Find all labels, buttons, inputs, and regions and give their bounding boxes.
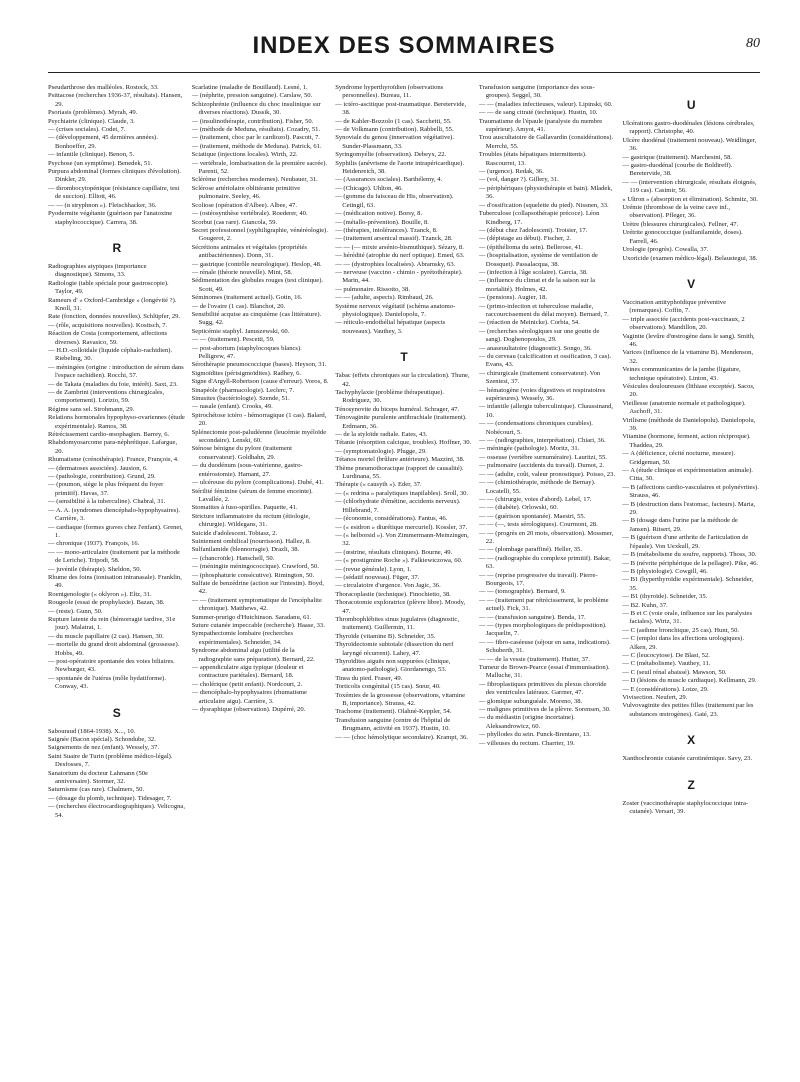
index-entry: Signe d'Argyll-Robertson (cause d'erreur). Voros, 8.	[191, 378, 329, 386]
index-entry: — (réaction de Meinicke). Corbia, 54.	[478, 319, 580, 327]
index-entry: Roentgenologie (« oklyron »). Eltz, 31.	[48, 590, 152, 598]
index-entry: — (vol, danger ?). Gillery, 31.	[478, 176, 559, 184]
index-entry: Virilisme (méthode de Danielopolu). Danielopolu, 39.	[622, 416, 756, 432]
index-entry: Syringomyélie (observation). Debeyx, 22.	[335, 151, 447, 159]
index-entry: Transfusion sanguine (importance des sous-groupes). Seggel, 30.	[478, 84, 595, 100]
index-entry: Relations hormonales hypophyso-ovariennes (étude expérimentale). Ramos, 38.	[48, 414, 185, 430]
index-entry: — (gomme du faisceau de His, observation). Cetingil, 63.	[335, 193, 454, 209]
index-entry: — post-abortum (staphylocoques blancs). Pelligrew, 47.	[191, 344, 302, 360]
index-entry: — — mono-articulaire (traitement par la méthode de Leriche). Tripodi, 58.	[48, 548, 180, 565]
index-entry: Trou auscultatoire de Gallavardin (considérations). Merrchi, 55.	[478, 134, 614, 150]
index-entry: Zoster (vaccinothérapie staphylococcique intra-cutanée). Versari, 39.	[622, 799, 749, 816]
index-entry: Sclérose artériolaire oblitérante primitive pulmonaire. Seeley, 46.	[191, 184, 301, 201]
index-entry: — C (métabolisme). Vauthey, 11.	[622, 660, 711, 668]
index-entry: Uxoricide (examen médico-légal). Belaustegui, 38.	[622, 254, 758, 262]
index-entry: Transfusion sanguine (centre de l'hôpital de Brugmann, activité en 1937). Hustin, 10.	[335, 716, 451, 733]
index-entry: Pseudarthrose des malléoles. Rostock, 33.	[48, 84, 159, 91]
index-entry: — B1 (thyroïde). Schneider, 35.	[622, 593, 708, 601]
index-entry: — — (radiographie du complexe primitif). Bakar, 63.	[478, 554, 611, 571]
index-entry: — gastrique (traitement). Marchesini, 58.	[622, 153, 733, 161]
index-column	[48, 84, 186, 1064]
index-entry: Suicide d'adolescent. Tobiasz, 2.	[191, 529, 278, 537]
index-entry: Tinea du pied. Fraser, 49.	[335, 674, 403, 682]
index-entry: Rhabdomyosarcome para-néphrétique. Lafargue, 20.	[48, 439, 178, 455]
index-entry: — — (guérison spontanée). Maestri, 55.	[478, 512, 586, 520]
index-entry: — A (étude clinique et expérimentation animale). Citta, 30.	[622, 467, 753, 483]
index-entry: Pyodermite végétante (guérison par l'anatoxine staphylococcique). Carrera, 38.	[48, 210, 173, 226]
index-entry: Saint Suaire de Turin (problème médico-légal). Desfosses, 7.	[48, 752, 173, 769]
index-entry: — B (guérison d'une arthrite de l'articulation de l'épaule). Von Uexkull, 29.	[622, 534, 749, 550]
index-entry: Syndrome hyperthyroïdien (observations personnelles). Bureau, 11.	[335, 84, 444, 100]
index-entry: Xanthochromie cutanée carotinémique. Savy, 23.	[622, 755, 753, 763]
index-entry: — ictéro-ascitique post-traumatique. Beretervide, 38.	[335, 100, 467, 117]
index-entry: Urètre (blessures chirurgicales). Fellner, 47.	[622, 220, 739, 228]
index-entry: — (métallo-prévention). Bouille, 8.	[335, 218, 429, 226]
index-entry: — C (emploi dans les affections urologiques). Alken, 29.	[622, 635, 745, 651]
index-entry: — B (affections cardio-vasculaires et polynévrites). Strauss, 46.	[622, 483, 759, 500]
index-entry: — gastro-duodénal (courbe de Boldireff). Beretervide, 38.	[622, 162, 733, 178]
index-entry: Réaction de Costa (comportement, affections diverses). Ravasico, 59.	[48, 330, 168, 346]
index-entry: — (poumon, siège le plus fréquent du foyer primitif). Havas, 37.	[48, 481, 164, 497]
index-column	[622, 84, 760, 1064]
index-entry: — — (tomographie). Bernard, 9.	[478, 588, 566, 596]
index-entry: Rhumatisme (crénothérapie). France, François, 4.	[48, 456, 179, 464]
index-entry: — gastrique (contrôle neurologique). Heslop, 48.	[191, 260, 322, 268]
index-entry: — — (adulte, aspects). Rimbaud, 26.	[335, 294, 434, 302]
index-entry: — (recherches sérologiques sur une goutte de sang). Doghenopoulos, 29.	[478, 327, 600, 344]
index-entry: — (crises sociales). Codet, 7.	[48, 126, 126, 134]
index-entry: Vaccination antityphoïdique préventive (remarques). Coffin, 7.	[622, 298, 727, 315]
index-entry: — (phosphaturie consécutive). Rimington, 50.	[191, 571, 315, 579]
index-entry: — — (reprise progressive du travail). Pierre-Bourgeois, 17.	[478, 571, 598, 587]
index-entry: Sensibilité acquise au cinquième (cas littérature). Sugg, 42.	[191, 310, 322, 327]
index-entry: — vertébrale, lombarisation de la première sacrée). Parenti, 52.	[191, 159, 328, 176]
index-entry: — méningée (pathologie). Moritz, 31.	[478, 445, 580, 453]
index-entry: — (chancroïde). Hanschell, 50.	[191, 554, 275, 562]
section-letter: X	[687, 733, 696, 748]
section-letter: R	[112, 240, 122, 255]
index-entry: Traumatisme de l'épaule (paralysie du membre supérieur). Amyot, 41.	[478, 117, 603, 134]
index-entry: Ulcère duodénal (traitement nouveau). Weidlinger, 36.	[622, 136, 757, 153]
index-entry: Splénectomie post-paludéenne (leucémie myéloïde secondaire). Lenski, 60.	[191, 428, 327, 445]
index-entry: — (revue générale). Lyon, 1.	[335, 565, 412, 573]
index-entry: « Ultron » (absorption et élimination). Schmitz, 30.	[622, 195, 758, 203]
index-entry: Urologie (progrès). Cowalla, 37.	[622, 246, 709, 254]
index-entry: — (économie, considérations). Fantus, 46.	[335, 515, 448, 523]
index-entry: — de Zambrini (interventions chirurgicales, comportement). Lorizio, 59.	[48, 389, 165, 405]
index-entry: Ulcérations gastro-duodénales (lésions cérébrales, rapport). Christophe, 40.	[622, 120, 755, 136]
index-entry: — de Takata (maladies du foie, intérêt). Saxt, 23.	[48, 380, 178, 388]
index-entry: Sinusites (bactériologie). Szende, 51.	[191, 395, 290, 403]
index-entry: Tétanos mortel (brûlure antérieure). Mazzini, 38.	[335, 456, 465, 464]
index-entry: — (pensions). Augier, 18.	[478, 294, 548, 302]
index-entry: — (symptomatologie). Plugge, 29.	[335, 447, 427, 455]
index-entry: — cardiaque (formes graves chez l'enfant). Grenet, 1.	[48, 523, 183, 539]
index-entry: Toxémies de la grossesse (observations, vitamine B, importance). Strauss, 42.	[335, 691, 466, 708]
index-entry: — — (radiographies, interprétation). Chiari, 36.	[478, 437, 606, 445]
index-entry: Rameurs d' « Oxford-Cambridge » (longévité ?). Knoll, 31.	[48, 296, 177, 312]
index-entry: Sclérème (recherches modernes). Neubauer, 31.	[191, 176, 318, 184]
index-entry: Varices (influence de la vitamine B). Mendenson, 32.	[622, 349, 754, 365]
index-entry: — C (seuil rénal abaissé). Mawson, 50.	[622, 668, 727, 676]
index-entry: Saturnisme (cas rare). Chalmers, 50.	[48, 786, 145, 794]
index-entry: — chronique (1937). François, 16.	[48, 540, 140, 548]
index-entry: — (hospitalisation, système de ventilation de Dossquet). Passalacqua, 38.	[478, 252, 598, 268]
index-entry: Saignée (Bacon spécial). Schondube, 32.	[48, 736, 156, 744]
index-entry: Radiographies atypiques (importance diagnostique). Simons, 33.	[48, 262, 147, 279]
index-entry: Scarlatine (maladie de Bouillaud). Lesné, 1.	[191, 84, 308, 91]
index-entry: — A. A. (syndromes diencéphalo-hypophysaires). Carrière, 3.	[48, 506, 181, 523]
index-entry: — — (chimiothérapie, méthode de Bernay). Locatelli, 55.	[478, 479, 596, 495]
index-entry: Thyroïdites aiguës non suppurées (clinique, anatomo-pathologie). Giordanengo, 53.	[335, 658, 451, 674]
index-entry: — (« prostigmine Roche »). Falkiewiczowa, 60.	[335, 557, 463, 565]
index-entry: Vaginite (levûre d'œstrogène dans le sang). Smith, 46.	[622, 332, 755, 348]
index-entry: Urémie (thrombose de la veine cave inf., observation). Pfleger, 36.	[622, 204, 731, 220]
index-entry: Vitamine (hormone, ferment, action réciproque). Thaddea, 29.	[622, 433, 751, 449]
index-entry: — (développement, 45 dernières années). Bonhoeffer, 29.	[48, 134, 158, 150]
index-entry: — de l'ovaire (1 cas). Blanchot, 20.	[191, 302, 286, 310]
index-entry: — post-opératoire spontanée des voies biliaires. Newburger, 43.	[48, 658, 175, 674]
index-entry: — B (métabolisme du soufre, rapports). Thoss, 30.	[622, 551, 757, 559]
index-entry: — (rôle, acquisitions nouvelles). Kositsch, 7.	[48, 321, 168, 329]
index-entry: — du médiastin (origine incertaine). Aleksandrowicz, 60.	[478, 714, 575, 730]
index-column	[335, 84, 473, 1064]
index-entry: — phyllodes du sein. Funck-Brentano, 13.	[478, 731, 591, 739]
index-entry: Urétrite gonococcique (sulfanilamide, doses). Farrell, 46.	[622, 229, 743, 245]
index-entry: — D (lésions du muscle cardiaque). Kellmann, 29.	[622, 677, 757, 685]
index-entry: — du muscle papillaire (2 cas). Hansen, 30.	[48, 632, 164, 640]
index-entry: Tétanie (résorption calcique, troubles). Hoffner, 30.	[335, 439, 472, 447]
index-entry: — — de la vessie (traitement). Hutter, 37.	[478, 655, 590, 663]
index-entry: — — (maladies infectieuses, valeur). Lipinski, 60.	[478, 100, 613, 108]
index-entry: Rate (fonction, données nouvelles). Schlüpfer, 29.	[48, 313, 181, 321]
index-entry: — B et C (voie orale, influence sur les paralysies faciales). Wirtz, 31.	[622, 609, 753, 626]
section-letter: U	[686, 98, 696, 112]
section-letter: S	[112, 705, 121, 720]
index-entry: — glomique subunguéale. Moreno, 38.	[478, 697, 583, 705]
index-entry: — (traitement, choc par le cardiozol). Pascott, 7.	[191, 134, 320, 142]
index-entry: Syphilis (anévrisme de l'aorte intrapéricardique). Heidenreich, 38.	[335, 159, 464, 176]
index-entry: — nasale (enfant). Crooks, 49.	[191, 403, 273, 411]
index-entry: Synoviale du genou (innervation végétative). Sunder-Plassmann, 33.	[335, 134, 455, 150]
index-entry: Séminomes (traitement actuel). Gotin, 16.	[191, 294, 303, 302]
index-entry: — — (chirurgie, voies d'abord). Lebel, 17.	[478, 495, 592, 503]
index-entry: Vivisection. Neufert, 29.	[622, 694, 688, 701]
page-header	[48, 28, 760, 73]
index-entry: Thrombophlébites sinus jugulaires (diagnostic, traitement). Guillermin, 11.	[335, 615, 459, 632]
index-entry: Rhume des foins (ionisation intranasale). Franklin, 49.	[48, 573, 182, 590]
index-entry: — infantile (clinique). Benon, 5.	[48, 151, 135, 159]
index-entry: — (sensibilité à la tuberculine). Chabral, 31.	[48, 498, 166, 506]
index-entry: — (médication notive). Borsy, 8.	[335, 210, 423, 218]
index-entry: — triple associée (accidents post-vaccinaux, 2 observations). Mandillon, 20.	[622, 315, 745, 332]
index-entry: — (urgence). Redak, 36.	[478, 168, 544, 176]
index-entry: Sérothérapie pneumococcique (bases). Heyson, 31.	[191, 361, 327, 369]
index-entry: — C (leucocytose). De Blasi, 52.	[622, 651, 710, 659]
index-entry: — périphériques (physiothérapie et bain). Mladek, 36.	[478, 184, 613, 201]
index-entry: — de Kahler-Bozzolo (1 cas). Sacchetti, 55.	[335, 117, 452, 125]
index-entry: — B (névrite périphérique de la pellagre). Pike, 46.	[622, 559, 759, 567]
index-entry: Sulfate de benzédrine (action sur l'intestin). Boyd, 42.	[191, 579, 324, 596]
index-entry: — B1 (hyperthyroïdie expérimentale). Schneider, 35.	[622, 576, 754, 592]
index-entry: — malignes primitives de la plèvre. Sorensen, 30.	[478, 706, 611, 714]
index-entry: Thyroïde (vitamine B). Schneider, 35.	[335, 632, 436, 640]
index-entry: — de la styloïde radiale. Eates, 43.	[335, 431, 428, 439]
index-columns	[48, 84, 760, 1064]
index-entry: — — (progrès en 20 mois, observation). Mossmer, 22.	[478, 529, 614, 545]
index-entry: — d'ossification (squelette du pied). Nissnen, 33.	[478, 201, 609, 209]
index-entry: Ténosynovite du biceps huméral. Schrager, 47.	[335, 405, 460, 413]
index-entry: Stricture inflammatoire du rectum (étiologie, chirurgie). Wildegans, 31.	[191, 512, 311, 529]
index-entry: — (« redrina » paralytiques inapilables). Sroll, 30.	[335, 489, 469, 497]
index-entry: Thème pneumothoracique (rapport de causalité). Lurdinana, 55.	[335, 464, 464, 481]
index-entry: — (insulinothérapie, contribution). Fisher, 50.	[191, 117, 314, 125]
index-entry: — (ostéosynthèse vertébrale). Roederer, 40.	[191, 210, 308, 218]
index-entry: Summer-prurigo d'Hutchinson. Saradanu, 61.	[191, 613, 312, 621]
index-entry: — infantile (allergie tuberculinique). Chaussinand, 10.	[478, 403, 614, 419]
index-entry: Scoliose (opération d'Albee). Albee, 47.	[191, 201, 297, 209]
index-entry: Sabouraud (1864-1938). X..., 10.	[48, 727, 136, 735]
index-entry: Thyroïdectomie subtotale (dissection du nerf laryngé récurrent). Lahey, 47.	[335, 641, 454, 657]
index-entry: Tachyphylaxie (problème thérapeutique). Rodriguez, 30.	[335, 389, 445, 405]
index-entry: — B (physiologie). Cowgill, 46.	[622, 567, 708, 575]
index-entry: — — (diabète). Orlowski, 60.	[478, 504, 559, 512]
page-title: INDEX DES SOMMAIRES	[252, 32, 556, 59]
index-entry: — — (types morphologiques de prédisposition). Jacquelin, 7.	[478, 622, 607, 638]
index-entry: — — (traitement symptomatique de l'encéphalite chronique). Matthews, 42.	[191, 596, 322, 613]
index-entry: — diencéphalo-hypophysaires (rhumatisme articulaire aigu). Carrière, 3.	[191, 689, 307, 705]
index-entry: — (thérapies, intolérances). Tzanck, 8.	[335, 226, 438, 234]
index-entry: Rétrécissement cardio-œsophagien. Barrey, 6.	[48, 431, 170, 439]
index-entry: — spontanée de l'utérus (môle hydatiforme). Conway, 43.	[48, 674, 167, 691]
index-entry: Spirochétose ictéro - hémorragique (1 cas). Balard, 20.	[191, 411, 327, 428]
index-entry: — (Chicago). Uhlton, 46.	[335, 184, 403, 192]
index-entry: — — (traitement). Pescetti, 59.	[191, 336, 275, 344]
index-entry: Septicémie staphyl. Januszewski, 60.	[191, 327, 290, 335]
index-entry: — (chlorhydrate d'émétine, accidents nerveux). Hillebrand, 7.	[335, 498, 461, 514]
index-entry: — (dermatoses associées). Jausion, 6.	[48, 464, 148, 472]
index-entry: — (œstrine, résultats cliniques). Bourne, 49.	[335, 548, 453, 556]
index-entry: — (sédatif nouveau). Füger, 37.	[335, 573, 420, 581]
index-entry: — cholérique (petit enfant). Nordcourt, 2.	[191, 680, 303, 688]
index-entry: — (néphrite, pression sanguine). Carslaw, 50.	[191, 92, 313, 100]
index-entry: — — (condensations chroniques curables). Nobécourt, 5.	[478, 420, 593, 436]
index-entry: — (reste). Gunn, 50.	[48, 607, 103, 615]
index-entry: — appendiculaire aigu typique (douleur et contracture pariétales). Bernard, 18.	[191, 664, 304, 680]
index-entry: Sédimentation des globules rouges (test clinique). Scott, 49.	[191, 277, 324, 293]
index-column	[192, 84, 330, 1064]
index-entry: Régime sans sel. Strohmann, 29.	[48, 405, 135, 413]
index-entry: Tumeur de Brown-Pearce (essai d'immunisation). Malluche, 31.	[478, 664, 610, 680]
index-entry: — (primo-infection et tuberculose maladie, raccourcissement du délai moyen). Bernard, 7.	[478, 302, 609, 318]
index-entry: Suture cutanée impeccable (recherche). Haase, 33.	[191, 622, 325, 629]
index-entry: Psychose (un symptôme). Benedek, 51.	[48, 159, 153, 167]
index-entry: — dysraphique (observation). Dupérré, 20.	[191, 706, 306, 714]
index-entry: — — fibro-caséeuse (séjour en sana, indications). Schuberth, 31.	[478, 638, 611, 655]
index-entry: Trachome (traitement). Olahné-Keppler, 54.	[335, 708, 452, 716]
index-entry: Suintement ombilical (nourrisson). Hallez, 8.	[191, 537, 311, 545]
index-entry: — (méthode de Meduna, résultats). Cozadry, 51.	[191, 126, 321, 134]
index-entry: Torticolis congénital (15 cas). Sœur, 40.	[335, 683, 441, 691]
index-entry: — chirurgicale (traitement conservateur). Von Szentesi, 37.	[478, 369, 601, 386]
index-entry: — — de sang citraté (technique). Hustin, 10.	[478, 109, 598, 117]
index-entry: Purpura abdominal (formes cliniques d'évolution). Dinkler, 29.	[48, 168, 181, 184]
index-entry: — juvénile (thérapie). Sheldon, 50.	[48, 565, 142, 573]
index-entry: — (méningite méningococcique). Crawford, 50.	[191, 563, 319, 571]
index-entry: — (traitement arsenical massif). Tzanck, 28.	[335, 235, 453, 243]
index-entry: — — (intervention chirurgicale, résultats éloignés, 119 cas). Casimir, 56.	[622, 178, 757, 195]
index-entry: — E (considérations). Lotze, 29.	[622, 685, 709, 693]
index-entry: — (« helborsid »). Von Zimmermann-Meinzingen, 32.	[335, 531, 469, 548]
index-entry: — (influence du climat et de la saison sur la mortalité). Holmes, 42.	[478, 277, 596, 293]
index-entry: — B (dosage dans l'urine par la méthode de Jansen). Ritsert, 29.	[622, 517, 738, 533]
index-entry: — — (transfusion sanguine). Benda, 17.	[478, 613, 586, 621]
index-entry: Syndrome abdominal aigu (utilité de la radiographie sans préparation). Bernard, 22.	[191, 647, 315, 663]
index-entry: — (« esidron » diurétique mercuriel). Kossler, 37.	[335, 523, 468, 531]
index-entry: Stérilité féminine (sérum de femme enceinte). Lavallée, 2.	[191, 487, 313, 503]
index-entry: — (infection à l'âge scolaire). Garcia, 38.	[478, 268, 588, 276]
index-entry: Système nerveux végétatif (schéma anatomo-physiologique). Danielopolu, 7.	[335, 302, 456, 318]
index-entry: — — (adulte, coût, valeur pronostique). Poisso, 23.	[478, 470, 616, 478]
index-entry: Sympathectomie lombaire (recherches expérimentales). Schneider, 34.	[191, 630, 294, 646]
index-entry: — (traitement, méthode de Meduna). Patrick, 61.	[191, 142, 322, 150]
index-entry: — (pathologie, contribution). Grund, 29.	[48, 473, 156, 481]
index-entry: — (dosage du plomb, technique). Tidesager, 7.	[48, 794, 172, 802]
index-entry: — — (α stryphnon »). Fleischhacker, 36.	[48, 201, 157, 209]
index-entry: Veines communicantes de la jambe (ligature, technique opératoire). Linton, 43.	[622, 366, 741, 382]
index-entry: Sciatique (injections locales). Wirth, 22.	[191, 151, 298, 159]
index-entry: — — (plombage paraffiné). Heller, 35.	[478, 546, 583, 554]
index-entry: Rupture latente du rein (hémorragie tardive, 31e jour). Malatrat, 1.	[48, 615, 176, 632]
index-entry: Sécrétions animales et végétales (propriétés antibactériennes). Donn, 31.	[191, 243, 307, 260]
section-letter: T	[400, 350, 408, 365]
section-letter: V	[687, 276, 696, 291]
index-entry: — mortelle du grand droit abdominal (grossesse). Hobbs, 49.	[48, 641, 180, 657]
index-entry: — (dépistage au début). Fischer, 2.	[478, 235, 572, 243]
index-entry: Saignements de nez (enfant). Wessely, 37.	[48, 744, 159, 752]
index-entry: Vésicules douloureuses (lithiase exceptée). Sacos, 20.	[622, 382, 755, 399]
index-entry: — méningées (origine : introduction de sérum dans l'espace rachidien). Rocchi, 57.	[48, 363, 184, 380]
index-column	[479, 84, 617, 1064]
index-entry: Rougeole (essai de prophylaxie). Bazan, 38.	[48, 599, 165, 607]
index-entry: — — (dystrophies localisées). Abramsky, 63.	[335, 260, 456, 268]
index-entry: Ténovaginite purulente antibrachiale (traitement). Erdmann, 36.	[335, 414, 467, 430]
index-entry: — — (— mixte arsénio-bismuthique). Sézary, 8.	[335, 243, 464, 251]
index-entry: Radiologie (table spéciale pour gastroscopie). Taylor, 49.	[48, 279, 169, 296]
page-number: 80	[746, 36, 760, 51]
index-entry: Psychiatrie (clinique). Claude, 3.	[48, 117, 135, 125]
index-entry: — (début chez l'adolescent). Troisier, 17.	[478, 226, 588, 234]
index-entry: — A (déficience, cécité nocturne, mesure). Gridgeman, 50.	[622, 450, 736, 466]
index-entry: — fibroplastiques primitives du plexus choroïde des ventricules latéraux. Garrner, 47.	[478, 680, 607, 697]
index-entry: — thrombocytopénique (résistance capillaire, test de succion). Elliott, 46.	[48, 184, 180, 201]
index-entry: Thoracoplastie (technique). Finochietto, 38.	[335, 590, 451, 598]
index-entry: — rénale (théorie nouvelle). Mini, 58.	[191, 268, 293, 276]
index-entry: Schizophrénie (influence du choc insulinique sur diverses réactions). Dussik, 30.	[191, 100, 321, 117]
index-entry: Psoriasis (problèmes). Myrah, 49.	[48, 109, 138, 117]
index-entry: — (épithélioma du sein). Bellerose, 41.	[478, 243, 583, 251]
index-entry: — osseuse (vertèbre surnuméraire). Lauritzi, 55.	[478, 453, 607, 461]
index-entry: Sigmoïdites (périsigmoïdites). Radhey, 6.	[191, 369, 302, 377]
index-entry: — pulmonaire. Rissotto, 38.	[335, 285, 410, 293]
index-entry: — réticulo-endothélial hépatique (aspects nouveaux). Vauthey, 3.	[335, 319, 446, 335]
index-entry: Sinapéole (pharmacologie). Leclerc, 7.	[191, 386, 295, 394]
index-entry: Stomatites à fuso-spirilles. Paquette, 41.	[191, 504, 298, 512]
index-entry: Thoracotomie exploratrice (plèvre libre). Moody, 47.	[335, 599, 466, 615]
index-entry: Vulvovaginite des petites filles (traitement par les substances œstrogènes). Gaté, 23.	[622, 702, 754, 718]
index-entry: — anaseuultatoire (diagnostic). Songo, 36.	[478, 344, 592, 352]
index-entry: Secret professionnel (syphiligraphie, vénéréologie). Gougerot, 2.	[191, 226, 329, 243]
index-entry: — du cerveau (calcification et ossification, 3 cas). Evans, 43.	[478, 353, 612, 369]
index-entry: — B (destruction dans l'estomac, facteurs). Maria, 29.	[622, 500, 756, 517]
index-entry: — — (traitement par rétrécissement, le problème actuel). Fick, 31.	[478, 596, 609, 613]
index-entry: — ulcéreuse du pylore (complications). Dubé, 41.	[191, 479, 324, 487]
index-entry: Thérapie (« causyth »). Eder, 37.	[335, 481, 422, 489]
index-entry: — — (—, tests sérologiques). Courmont, 28.	[478, 521, 598, 529]
index-entry: — circulatoire d'urgence. Von Jagic, 36.	[335, 582, 441, 590]
index-entry: — (Assurances sociales). Barthélemy, 4.	[335, 176, 443, 184]
index-entry: — hérédité (atrophie du nerf optique). Emed, 63.	[335, 252, 465, 260]
index-entry: — villeuses du rectum. Charrier, 19.	[478, 739, 575, 747]
index-entry: — C (asthme bronchique, 25 cas). Hunt, 50.	[622, 626, 740, 634]
index-entry: — de Volkmann (contribution). Rabbelli, 55.	[335, 126, 454, 134]
index-entry: Sanatorium du docteur Lahmann (50e anniversaire). Stormer, 32.	[48, 769, 148, 786]
index-entry: Sténose bénigne du pylore (traitement conservateur). Goldhahn, 29.	[191, 445, 292, 461]
index-entry: Vieillesse (anatomie normale et pathologique). Aschoff, 31.	[622, 399, 746, 416]
index-entry: Tuberculose (collapsothérapie précoce). Léon Kindberg, 17.	[478, 210, 600, 226]
index-entry: — (recherches électrocardiographiques). Velicogna, 54.	[48, 803, 185, 819]
index-entry: Psittacose (recherches 1936-37, résultats). Hansen, 29.	[48, 92, 183, 108]
index-entry: Scorbut (cas rare). Giancola, 59.	[191, 218, 278, 226]
index-entry: — du duodénum (sous-vatérienne, gastro-entérostomie). Hamant, 27.	[191, 462, 303, 478]
index-entry: Sulfanilamide (blennorragie). Drazli, 38.	[191, 546, 300, 554]
index-entry: — pulmonaire (accidents du travail). Dumot, 2.	[478, 462, 605, 470]
index-entry: Tabac (effets chroniques sur la circulation). Thune, 42.	[335, 372, 470, 388]
index-entry: — H.D.-colloïdale (liquide céphalo-rachidien). Riebeling, 30.	[48, 346, 173, 363]
index-entry: — — (choc hémolytique secondaire). Krampt, 36.	[335, 733, 468, 741]
index-entry: Troubles (états hépatiques intermittents). Rascourret, 13.	[478, 151, 587, 167]
section-letter: Z	[687, 777, 695, 792]
index-entry: — nerveuse (vaccino - chimio - pyrétothérapie). Marin, 44.	[335, 268, 463, 285]
index-entry: — B2. Kuhn, 37.	[622, 601, 668, 609]
index-entry: — hématogène (voies digestives et respiratoires supérieures). Wessely, 36.	[478, 386, 606, 403]
